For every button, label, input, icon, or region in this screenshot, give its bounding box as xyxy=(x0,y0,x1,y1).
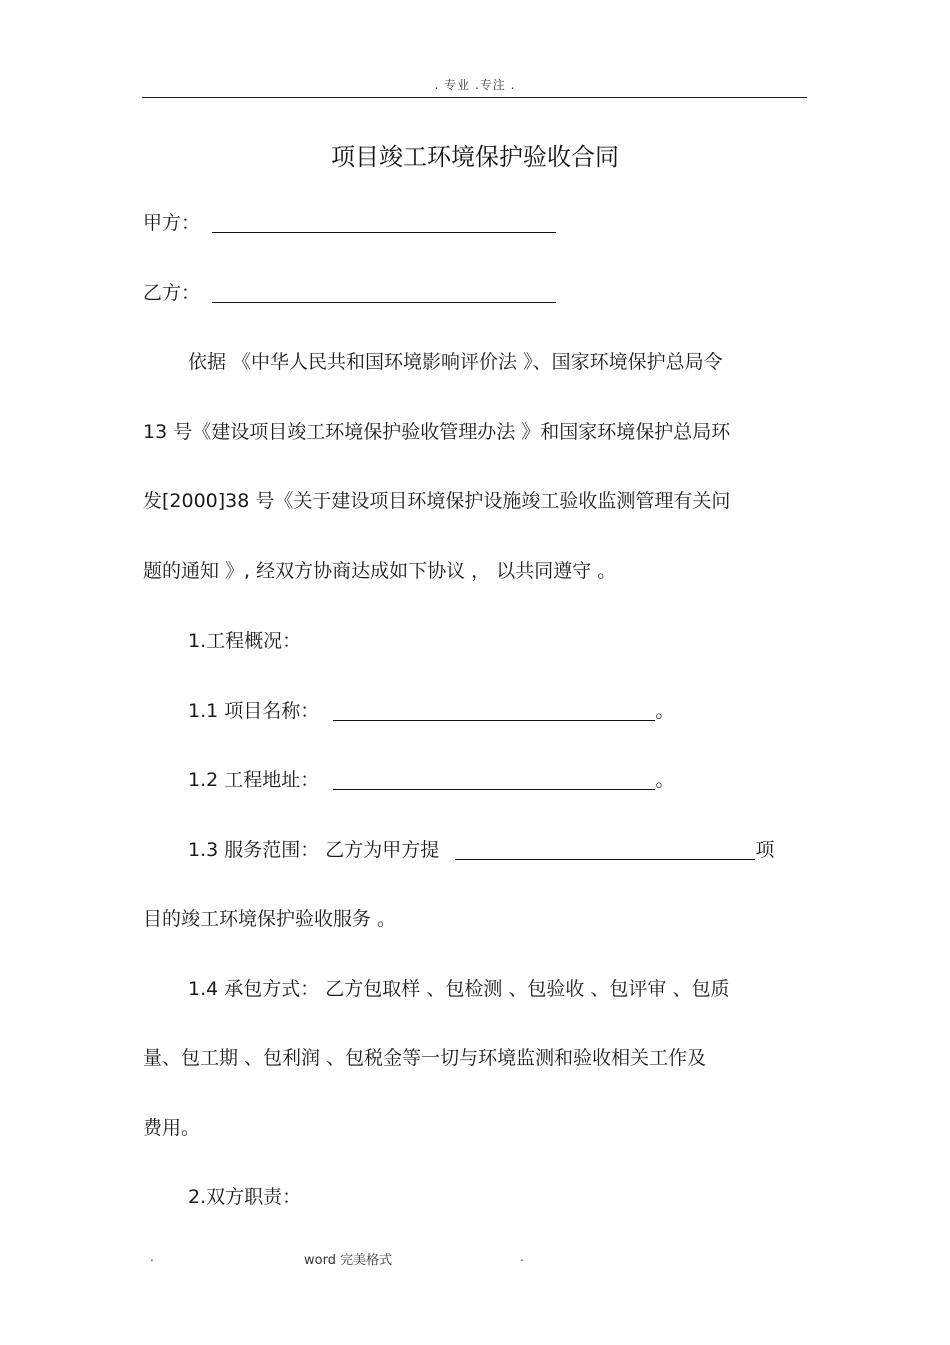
item-1-4-line-1: 1.4 承包方式： 乙方包取样 、包检测 、包验收 、包评审 、包质 xyxy=(188,978,730,1000)
section-1-heading: 1.工程概况： xyxy=(188,630,302,652)
party-b-line xyxy=(143,280,556,306)
page-header-text: . 专业 .专注 . xyxy=(434,78,516,92)
preamble-line-3: 发[2000]38 号《关于建设项目环境保护设施竣工验收监测管理有关问 xyxy=(143,490,731,512)
item-1-3-line xyxy=(188,837,774,863)
item-1-3-suffix: 项 xyxy=(755,839,775,861)
preamble-line-2: 13 号《建设项目竣工环境保护验收管理办法 》和国家环境保护总局环 xyxy=(143,421,731,443)
footer-text: word 完美格式 xyxy=(304,1253,393,1268)
party-a-line xyxy=(143,210,556,236)
preamble-line-4: 题的通知 》, 经双方协商达成如下协议 ， 以共同遵守 。 xyxy=(143,560,617,582)
item-1-4-line-3: 费用。 xyxy=(143,1117,201,1139)
party-a-label: 甲方： xyxy=(143,212,201,234)
item-1-1-suffix: 。 xyxy=(655,700,675,722)
project-name-blank[interactable] xyxy=(333,700,655,721)
item-1-2-label: 1.2 工程地址： xyxy=(188,769,320,791)
item-1-2-line xyxy=(188,767,674,793)
item-1-1-line xyxy=(188,698,674,724)
party-b-blank[interactable] xyxy=(212,282,556,303)
item-1-2-suffix: 。 xyxy=(655,769,675,791)
preamble-line-1: 依据 《中华人民共和国环境影响评价法 》、国家环境保护总局令 xyxy=(188,351,723,373)
item-1-3-label: 1.3 服务范围： 乙方为甲方提 xyxy=(188,839,440,861)
project-address-blank[interactable] xyxy=(333,769,655,790)
item-1-3-continuation: 目的竣工环境保护验收服务 。 xyxy=(143,908,397,930)
document-title: 项目竣工环境保护验收合同 xyxy=(331,143,619,171)
item-1-4-line-2: 量、包工期 、包利润 、包税金等一切与环境监测和验收相关工作及 xyxy=(143,1047,707,1069)
item-1-1-label: 1.1 项目名称： xyxy=(188,700,320,722)
footer-right-dot: . xyxy=(520,1250,524,1264)
party-b-label: 乙方： xyxy=(143,282,201,304)
section-2-heading: 2.双方职责： xyxy=(188,1186,302,1208)
party-a-blank[interactable] xyxy=(212,212,556,233)
service-scope-blank[interactable] xyxy=(455,839,755,860)
footer-left-dot: . xyxy=(150,1250,154,1264)
header-rule xyxy=(142,97,807,98)
